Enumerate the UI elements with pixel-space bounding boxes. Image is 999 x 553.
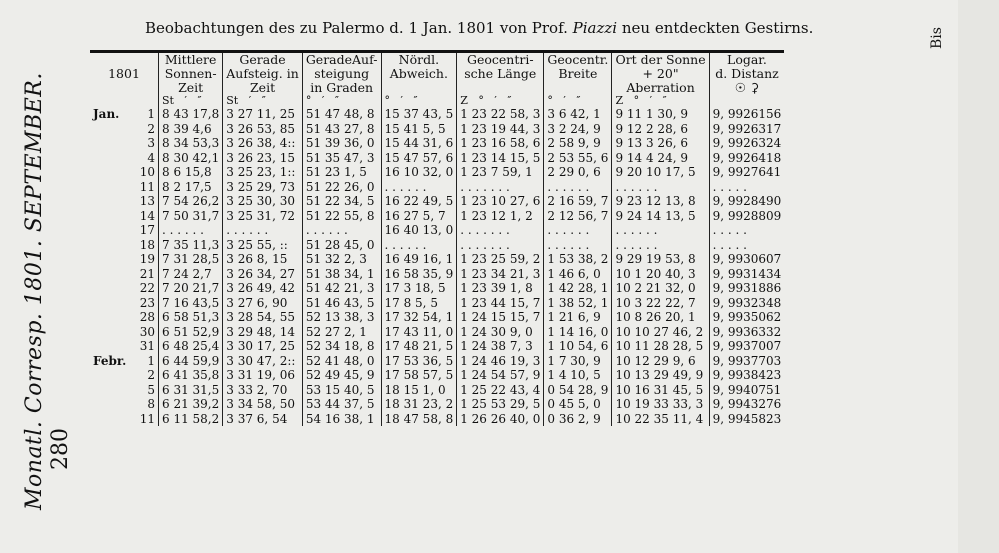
cell-rad: 54 16 38, 1 (302, 412, 381, 427)
row-month (90, 238, 136, 253)
table-row (90, 165, 784, 180)
title-pre: Beobachtungen des zu Palermo d. 1 Jan. 1801 von Prof. (145, 19, 568, 37)
table-row (90, 238, 784, 253)
row-month (90, 151, 136, 166)
cell-dec: 16 10 32, 0 (381, 165, 457, 180)
cell-log: 9, 9932348 (709, 296, 784, 311)
row-month (90, 412, 136, 427)
units-long: Z ° ′ ″ (457, 95, 544, 107)
cell-sun: 9 23 12 13, 8 (612, 194, 709, 209)
row-month (90, 165, 136, 180)
cell-mt: 7 20 21,7 (159, 281, 223, 296)
cell-rat: 3 29 48, 14 (223, 325, 303, 340)
cell-rat: 3 26 23, 15 (223, 151, 303, 166)
cell-sun: 10 16 31 45, 5 (612, 383, 709, 398)
cell-lat: . . . . . . (544, 238, 612, 253)
cell-mt: 8 30 42,1 (159, 151, 223, 166)
cell-rad: 51 43 27, 8 (302, 122, 381, 137)
cell-lat: 1 46 6, 0 (544, 267, 612, 282)
cell-log: 9, 9928809 (709, 209, 784, 224)
cell-dec: 16 27 5, 7 (381, 209, 457, 224)
cell-lat: 1 53 38, 2 (544, 252, 612, 267)
cell-lat: 2 58 9, 9 (544, 136, 612, 151)
cell-rat: 3 30 17, 25 (223, 339, 303, 354)
cell-sun: 9 13 3 26, 6 (612, 136, 709, 151)
cell-log: 9, 9937007 (709, 339, 784, 354)
cell-mt: 6 21 39,2 (159, 397, 223, 412)
cell-rad: 51 28 45, 0 (302, 238, 381, 253)
cell-rat: 3 25 29, 73 (223, 180, 303, 195)
cell-dec: 17 8 5, 5 (381, 296, 457, 311)
cell-lon: 1 23 44 15, 7 (457, 296, 544, 311)
row-month (90, 383, 136, 398)
cell-lon: 1 23 7 59, 1 (457, 165, 544, 180)
cell-rat: 3 27 11, 25 (223, 107, 303, 122)
row-month (90, 296, 136, 311)
cell-rat: 3 26 49, 42 (223, 281, 303, 296)
units-sun: Z ° ′ ″ (612, 95, 709, 107)
table-row (90, 267, 784, 282)
table-row (90, 281, 784, 296)
cell-log: 9, 9928490 (709, 194, 784, 209)
cell-lat: 0 45 5, 0 (544, 397, 612, 412)
header-row (90, 52, 784, 96)
table-row (90, 122, 784, 137)
table-row (90, 209, 784, 224)
cell-dec: 15 37 43, 5 (381, 107, 457, 122)
cell-rat: 3 26 38, 4:: (223, 136, 303, 151)
cell-dec: 17 43 11, 0 (381, 325, 457, 340)
cell-lon: . . . . . . . (457, 180, 544, 195)
cell-lon: 1 24 38 7, 3 (457, 339, 544, 354)
col-ra-time: Gerade Aufsteig. in Zeit (223, 52, 303, 96)
row-month (90, 180, 136, 195)
cell-lon: . . . . . . . (457, 223, 544, 238)
cell-lat: 3 6 42, 1 (544, 107, 612, 122)
cell-dec: 16 49 16, 1 (381, 252, 457, 267)
cell-sun: 9 11 1 30, 9 (612, 107, 709, 122)
cell-sun: 10 11 28 28, 5 (612, 339, 709, 354)
cell-lat: 2 29 0, 6 (544, 165, 612, 180)
cell-dec: 15 41 5, 5 (381, 122, 457, 137)
col-log-distance: Logar. d. Distanz ☉ ⚳ (709, 52, 784, 96)
row-month (90, 267, 136, 282)
units-ra-deg: ° ′ ″ (302, 95, 381, 107)
cell-lon: 1 23 39 1, 8 (457, 281, 544, 296)
cell-log: 9, 9930607 (709, 252, 784, 267)
cell-sun: 10 12 29 9, 6 (612, 354, 709, 369)
cell-sun: 10 1 20 40, 3 (612, 267, 709, 282)
continuation-mark: Bis (928, 27, 945, 49)
cell-mt: 6 11 58,2 (159, 412, 223, 427)
cell-mt: 6 51 52,9 (159, 325, 223, 340)
cell-log: 9, 9943276 (709, 397, 784, 412)
cell-lon: 1 24 54 57, 9 (457, 368, 544, 383)
row-month (90, 339, 136, 354)
cell-log: 9, 9940751 (709, 383, 784, 398)
cell-rat: 3 37 6, 54 (223, 412, 303, 427)
cell-mt: 6 31 31,5 (159, 383, 223, 398)
cell-lon: 1 26 26 40, 0 (457, 412, 544, 427)
row-day: 5 (147, 382, 155, 397)
col-year: 1801 (108, 66, 140, 81)
cell-mt: 8 34 53,3 (159, 136, 223, 151)
title-post: neu entdeckten Gestirns. (621, 19, 814, 37)
row-day: 17 (139, 223, 155, 237)
cell-sun: . . . . . . (612, 238, 709, 253)
cell-lon: 1 25 22 43, 4 (457, 383, 544, 398)
table-body (90, 95, 784, 426)
row-day: 1 (147, 353, 155, 368)
cell-mt: 8 39 4,6 (159, 122, 223, 137)
cell-dec: 17 58 57, 5 (381, 368, 457, 383)
cell-lon: 1 23 34 21, 3 (457, 267, 544, 282)
right-page-edge (958, 0, 999, 553)
cell-sun: 9 20 10 17, 5 (612, 165, 709, 180)
row-day: 11 (139, 179, 155, 194)
cell-log: 9, 9927641 (709, 165, 784, 180)
cell-rat: 3 26 34, 27 (223, 267, 303, 282)
cell-sun: 9 14 4 24, 9 (612, 151, 709, 166)
units-decl: ° ′ ″ (381, 95, 457, 107)
row-day: 1 (147, 107, 155, 121)
table-row (90, 325, 784, 340)
cell-lat: 3 2 24, 9 (544, 122, 612, 137)
cell-mt: 6 41 35,8 (159, 368, 223, 383)
table-row (90, 397, 784, 412)
row-month (90, 223, 136, 238)
cell-lon: 1 24 46 19, 3 (457, 354, 544, 369)
cell-sun: 10 19 33 33, 3 (612, 397, 709, 412)
col-declination: Nördl. Abweich. (381, 52, 457, 96)
cell-rat: 3 27 6, 90 (223, 296, 303, 311)
table-row (90, 354, 784, 369)
row-day: 8 (147, 397, 155, 411)
cell-rat: 3 25 55, :: (223, 238, 303, 253)
units-row (90, 95, 784, 107)
cell-rad: 52 34 18, 8 (302, 339, 381, 354)
cell-lat: 1 10 54, 6 (544, 339, 612, 354)
cell-lat: 1 14 16, 0 (544, 325, 612, 340)
cell-lat: 1 42 28, 1 (544, 281, 612, 296)
cell-sun: 10 10 27 46, 2 (612, 325, 709, 340)
cell-dec: 17 32 54, 1 (381, 310, 457, 325)
cell-dec: . . . . . . (381, 180, 457, 195)
cell-lon: . . . . . . . (457, 238, 544, 253)
cell-rad: 51 32 2, 3 (302, 252, 381, 267)
cell-rad: 52 27 2, 1 (302, 325, 381, 340)
cell-lat: . . . . . . (544, 180, 612, 195)
cell-rat: 3 34 58, 50 (223, 397, 303, 412)
cell-mt: 8 43 17,8 (159, 107, 223, 122)
cell-rad: 52 13 38, 3 (302, 310, 381, 325)
cell-rad: 51 22 55, 8 (302, 209, 381, 224)
col-mean-time: Mittlere Sonnen- Zeit (159, 52, 223, 96)
title-name: Piazzi (572, 19, 618, 37)
cell-lat: 1 7 30, 9 (544, 354, 612, 369)
row-day: 18 (139, 237, 155, 252)
row-day: 23 (139, 295, 155, 310)
observation-table (90, 50, 784, 426)
cell-rad: 51 22 26, 0 (302, 180, 381, 195)
cell-dec: 16 58 35, 9 (381, 267, 457, 282)
row-day: 30 (139, 324, 155, 339)
row-month (90, 122, 136, 137)
col-ra-deg: GeradeAuf- steigung in Graden (302, 52, 381, 96)
cell-lon: 1 25 53 29, 5 (457, 397, 544, 412)
cell-dec: . . . . . . (381, 238, 457, 253)
cell-mt: 7 50 31,7 (159, 209, 223, 224)
cell-log: 9, 9936332 (709, 325, 784, 340)
cell-dec: 15 44 31, 6 (381, 136, 457, 151)
col-geo-latitude: Geocentr. Breite (544, 52, 612, 96)
units-mean-time: St ′ ″ (159, 95, 223, 107)
cell-lon: 1 23 25 59, 2 (457, 252, 544, 267)
cell-lon: 1 23 16 58, 6 (457, 136, 544, 151)
cell-rad: 51 23 1, 5 (302, 165, 381, 180)
cell-mt: 7 16 43,5 (159, 296, 223, 311)
cell-sun: 10 13 29 49, 9 (612, 368, 709, 383)
cell-log: . . . . . (709, 223, 784, 238)
table-row (90, 296, 784, 311)
cell-log: 9, 9931434 (709, 267, 784, 282)
row-day: 2 (147, 121, 155, 136)
table-row (90, 223, 784, 238)
row-day: 2 (147, 368, 155, 382)
cell-dec: 18 31 23, 2 (381, 397, 457, 412)
cell-lat: 0 54 28, 9 (544, 383, 612, 398)
cell-log: 9, 9926418 (709, 151, 784, 166)
cell-sun: 10 2 21 32, 0 (612, 281, 709, 296)
cell-log: . . . . . (709, 238, 784, 253)
table-row (90, 339, 784, 354)
cell-sun: 10 22 35 11, 4 (612, 412, 709, 427)
cell-rat: 3 26 8, 15 (223, 252, 303, 267)
cell-log: 9, 9926156 (709, 107, 784, 122)
cell-lat: 0 36 2, 9 (544, 412, 612, 427)
cell-dec: 17 48 21, 5 (381, 339, 457, 354)
units-lat: ° ′ ″ (544, 95, 612, 107)
table-row (90, 252, 784, 267)
cell-lon: 1 24 15 15, 7 (457, 310, 544, 325)
cell-lat: 1 38 52, 1 (544, 296, 612, 311)
cell-rad: 51 39 36, 0 (302, 136, 381, 151)
cell-rad: 53 44 37, 5 (302, 397, 381, 412)
cell-rat: 3 28 54, 55 (223, 310, 303, 325)
cell-rad: 52 41 48, 0 (302, 354, 381, 369)
cell-dec: 18 47 58, 8 (381, 412, 457, 427)
row-day: 10 (139, 165, 155, 179)
cell-lat: 2 12 56, 7 (544, 209, 612, 224)
row-month (90, 397, 136, 412)
cell-log: 9, 9938423 (709, 368, 784, 383)
cell-rad: 51 38 34, 1 (302, 267, 381, 282)
cell-mt: 7 54 26,2 (159, 194, 223, 209)
row-day: 21 (139, 266, 155, 281)
row-day: 13 (139, 194, 155, 208)
units-ra-time: St ′ ″ (223, 95, 303, 107)
row-day: 31 (139, 339, 155, 353)
cell-log: 9, 9931886 (709, 281, 784, 296)
cell-lat: 2 16 59, 7 (544, 194, 612, 209)
cell-mt: 6 48 25,4 (159, 339, 223, 354)
bleed-through-text (930, 405, 944, 409)
row-day: 14 (139, 208, 155, 223)
cell-rad: 51 22 34, 5 (302, 194, 381, 209)
row-day: 22 (139, 281, 155, 295)
table-row (90, 151, 784, 166)
running-head: Monatl. Corresp. 1801. SEPTEMBER. (22, 72, 47, 510)
cell-rat: 3 25 30, 30 (223, 194, 303, 209)
cell-dec: 18 15 1, 0 (381, 383, 457, 398)
cell-lat: 1 21 6, 9 (544, 310, 612, 325)
cell-dec: 16 40 13, 0 (381, 223, 457, 238)
cell-mt: 7 35 11,3 (159, 238, 223, 253)
cell-mt: 6 58 51,3 (159, 310, 223, 325)
row-month: Jan. (93, 107, 120, 121)
cell-dec: 15 47 57, 6 (381, 151, 457, 166)
cell-rad: 52 49 45, 9 (302, 368, 381, 383)
table-row (90, 368, 784, 383)
table-row (90, 310, 784, 325)
cell-sun: . . . . . . (612, 180, 709, 195)
cell-rad: 53 15 40, 5 (302, 383, 381, 398)
cell-mt: 6 44 59,9 (159, 354, 223, 369)
table-row (90, 136, 784, 151)
cell-rad: 51 46 43, 5 (302, 296, 381, 311)
row-month (90, 194, 136, 209)
page-number: 280 (48, 428, 73, 470)
page-title (145, 19, 813, 37)
table-row (90, 194, 784, 209)
row-day: 4 (147, 150, 155, 165)
row-month (90, 252, 136, 267)
cell-log: 9, 9937703 (709, 354, 784, 369)
cell-rat: 3 30 47, 2:: (223, 354, 303, 369)
cell-lon: 1 23 12 1, 2 (457, 209, 544, 224)
cell-dec: 17 53 36, 5 (381, 354, 457, 369)
cell-rad: 51 35 47, 3 (302, 151, 381, 166)
cell-sun: 10 3 22 22, 7 (612, 296, 709, 311)
cell-log: . . . . . (709, 180, 784, 195)
cell-lon: 1 24 30 9, 0 (457, 325, 544, 340)
cell-mt: 8 2 17,5 (159, 180, 223, 195)
cell-log: 9, 9935062 (709, 310, 784, 325)
cell-log: 9, 9945823 (709, 412, 784, 427)
cell-sun: 9 12 2 28, 6 (612, 122, 709, 137)
cell-rad: . . . . . . (302, 223, 381, 238)
row-day: 28 (139, 310, 155, 324)
cell-rat: . . . . . . (223, 223, 303, 238)
table-row (90, 412, 784, 427)
row-day: 3 (147, 136, 155, 150)
table-row (90, 383, 784, 398)
cell-log: 9, 9926324 (709, 136, 784, 151)
cell-rat: 3 33 2, 70 (223, 383, 303, 398)
cell-dec: 17 3 18, 5 (381, 281, 457, 296)
row-month (90, 281, 136, 296)
cell-lon: 1 23 14 15, 5 (457, 151, 544, 166)
cell-rat: 3 31 19, 06 (223, 368, 303, 383)
cell-mt: 7 31 28,5 (159, 252, 223, 267)
cell-rad: 51 47 48, 8 (302, 107, 381, 122)
table-row (90, 107, 784, 122)
cell-sun: 9 24 14 13, 5 (612, 209, 709, 224)
cell-mt: . . . . . . (159, 223, 223, 238)
cell-mt: 8 6 15,8 (159, 165, 223, 180)
row-month (90, 310, 136, 325)
cell-lat: 1 4 10, 5 (544, 368, 612, 383)
table-row (90, 180, 784, 195)
row-month (90, 368, 136, 383)
cell-rat: 3 25 23, 1:: (223, 165, 303, 180)
row-month (90, 325, 136, 340)
row-month (90, 136, 136, 151)
cell-lon: 1 23 10 27, 6 (457, 194, 544, 209)
cell-rat: 3 25 31, 72 (223, 209, 303, 224)
cell-lat: . . . . . . (544, 223, 612, 238)
col-geo-longitude: Geocentri- sche Länge (457, 52, 544, 96)
cell-rat: 3 26 53, 85 (223, 122, 303, 137)
cell-log: 9, 9926317 (709, 122, 784, 137)
row-month: Febr. (93, 353, 127, 368)
row-day: 19 (139, 252, 155, 266)
cell-rad: 51 42 21, 3 (302, 281, 381, 296)
cell-sun: 10 8 26 20, 1 (612, 310, 709, 325)
col-sun-place: Ort der Sonne + 20" Aberration (612, 52, 709, 96)
cell-sun: . . . . . . (612, 223, 709, 238)
cell-sun: 9 29 19 53, 8 (612, 252, 709, 267)
cell-dec: 16 22 49, 5 (381, 194, 457, 209)
row-month (90, 209, 136, 224)
row-day: 11 (139, 411, 155, 426)
cell-mt: 7 24 2,7 (159, 267, 223, 282)
cell-lon: 1 23 22 58, 3 (457, 107, 544, 122)
cell-lat: 2 53 55, 6 (544, 151, 612, 166)
cell-lon: 1 23 19 44, 3 (457, 122, 544, 137)
